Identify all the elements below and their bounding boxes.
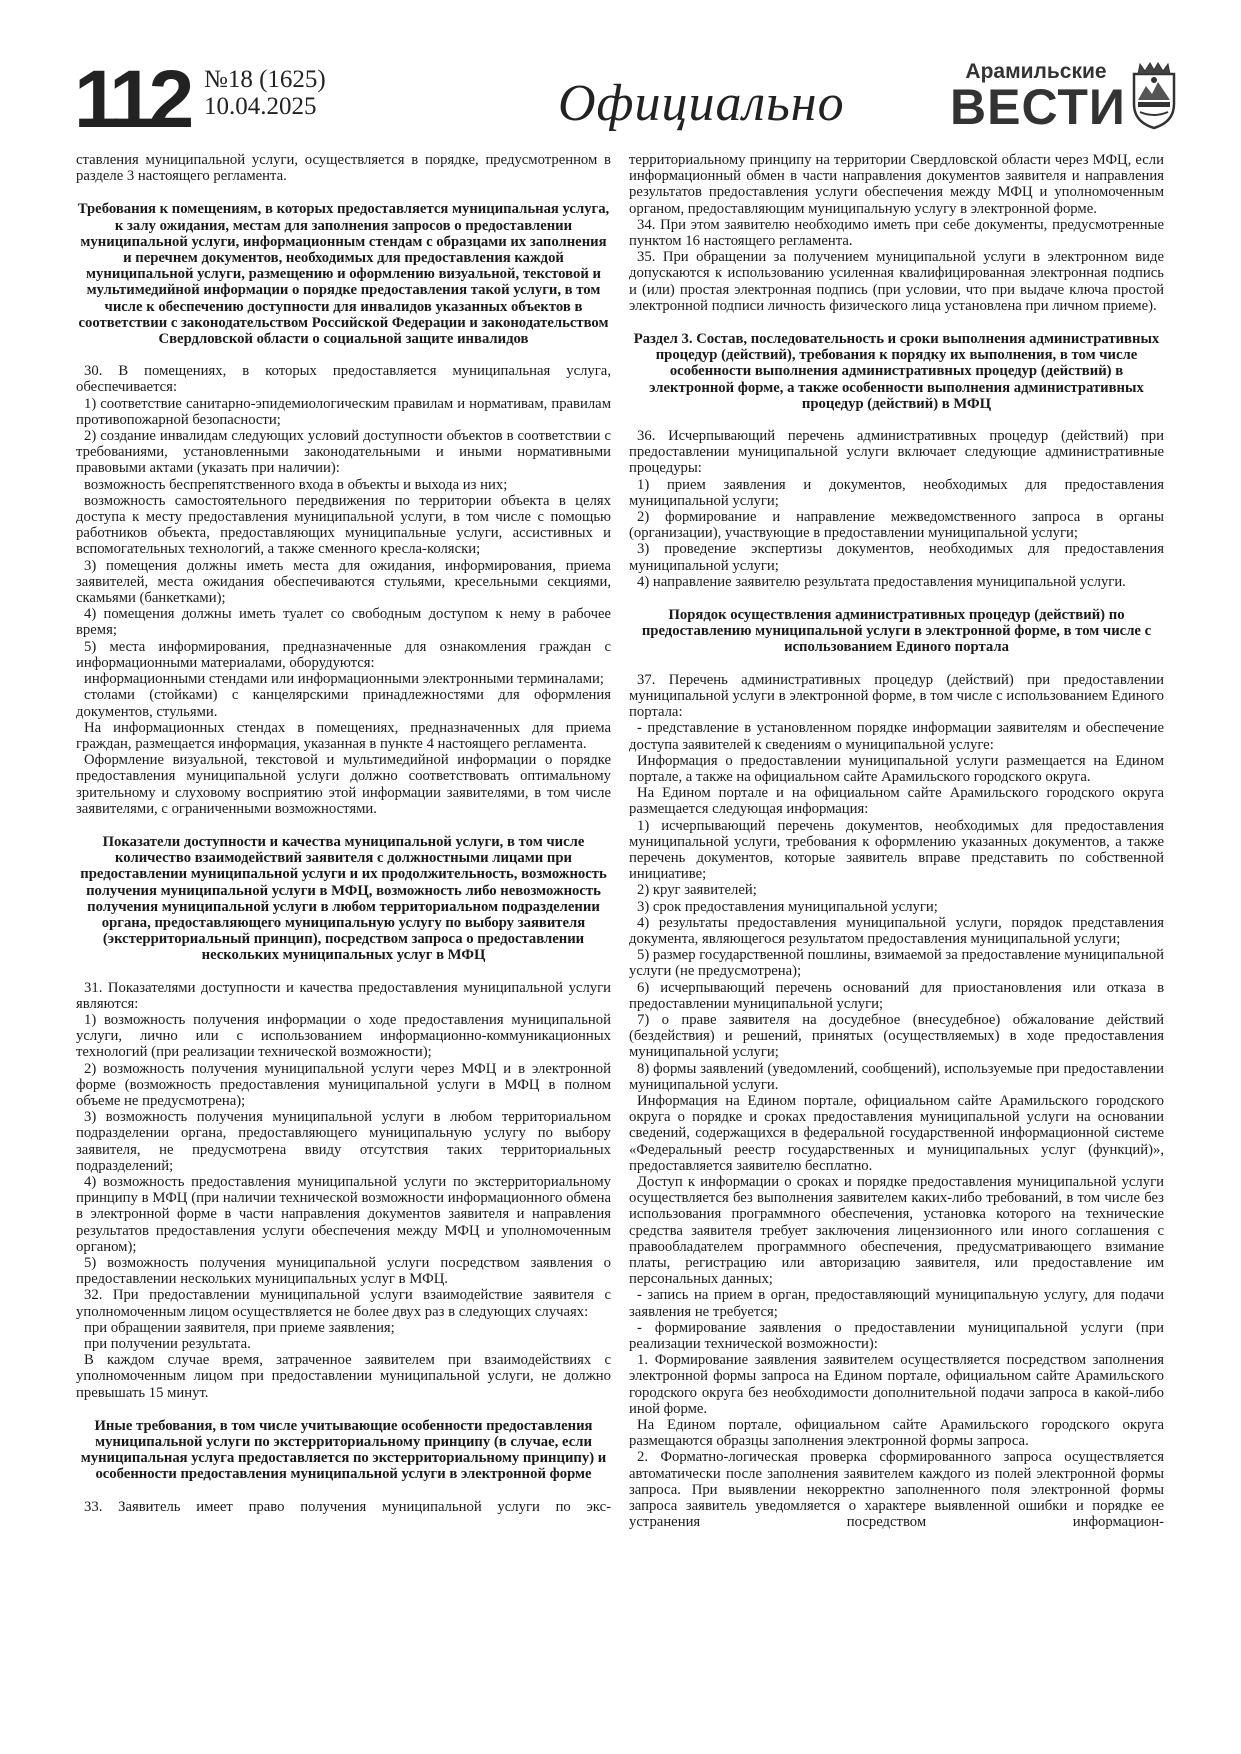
paragraph: Информация на Едином портале, официальном сайте Арамильского городского округа о порядке и сроках предоставления муниципальной услуги на основании сведений, содержащихся в федеральной государственной информационной системе «Федеральный реестр государственных и муниципальных услуг (функций)», предоставляется заявителю бесплатно. <box>629 1092 1164 1174</box>
paragraph: Информация о предоставлении муниципальной услуги размещается на Едином портале, а также на официальном сайте Арамильского городского округа. <box>629 752 1164 785</box>
issue-date: 10.04.2025 <box>204 93 317 120</box>
paragraph: 31. Показателями доступности и качества предоставления муниципальной услуги являются: <box>76 979 611 1012</box>
paragraph: 2) возможность получения муниципальной услуги через МФЦ и в электронной форме (возможность предоставления муниципальной услуги в МФЦ в полном объеме не предусмотрена); <box>76 1060 611 1109</box>
section-heading: Порядок осуществления административных процедур (действий) по предоставлению муниципальной услуги в электронной форме, в том числе с использованием Единого портала <box>641 607 1152 656</box>
paragraph: 36. Исчерпывающий перечень административных процедур (действий) при предоставлении муниципальной услуги включает следующие административные процедуры: <box>629 428 1164 477</box>
section-heading: Требования к помещениям, в которых предоставляется муниципальная услуга, к залу ожидания, местам для заполнения запросов о предоставлении муниципальной услуги, информационным стендам с образцами их заполнения и перечнем документов, необходимых для предоставления каждой муниципальной услуги, размещению и оформлению визуальной, текстовой и мультимедийной информации о порядке предоставления такой услуги, в том числе к обеспечению доступности для инвалидов указанных объектов в соответствии с законодательством Российской Федерации и законодательством Свердловской области о социальной защите инвалидов <box>77 201 610 348</box>
paragraph: 1) исчерпывающий перечень документов, необходимых для предоставления муниципальной услуги, требования к оформлению указанных документов, а также перечень документов, которые заявитель вправе представить по собственной инициативе; <box>629 817 1164 883</box>
paragraph: 1) прием заявления и документов, необходимых для предоставления муниципальной услуги; <box>629 476 1164 509</box>
section-heading: Раздел 3. Состав, последовательность и сроки выполнения административных процедур (действий), требования к порядку их выполнения, в том числе особенности выполнения административных процедур (действий) в электронной форме, а также особенности выполнения административных процедур (действий) в МФЦ <box>633 331 1160 412</box>
paragraph: 2) круг заявителей; <box>637 882 757 899</box>
logo-top-text: Арамильские <box>965 60 1107 83</box>
issue-info <box>204 66 326 120</box>
paragraph: На Едином портале, официальном сайте Арамильского городского округа размещаются образцы заполнения электронной формы запроса. <box>629 1417 1164 1450</box>
paragraph: информационными стендами или информационными электронными терминалами; <box>84 671 604 688</box>
paragraph: - запись на прием в орган, предоставляющий муниципальную услугу, для подачи заявления не требуется; <box>629 1287 1164 1320</box>
right-column <box>629 152 1164 1530</box>
paragraph: 1) возможность получения информации о ходе предоставления муниципальной услуги, лично или с использованием информационно-коммуникационных технологий (при реализации технической возможности); <box>76 1011 611 1061</box>
paragraph: - представление в установленном порядке информации заявителям и обеспечение доступа заявителей к сведениям о муниципальной услуге: <box>629 720 1164 753</box>
section-heading: Иные требования, в том числе учитывающие особенности предоставления муниципальной услуги по экстерриториальному принципу (в случае, если муниципальная услуга предоставляется по экстерриториальному принципу) и особенности предоставления муниципальной услуги в электронной форме <box>80 1417 607 1483</box>
paragraph: возможность самостоятельного передвижения по территории объекта в целях доступа к месту предоставления муниципальной услуги, в том числе с помощью работников объекта, предоставляющих муниципальные услуги, ассистивных и вспомогательных технологий, а также сменного кресла-коляски; <box>76 492 611 558</box>
newspaper-logo <box>950 60 1182 134</box>
page-header <box>74 54 1184 145</box>
paragraph: 2. Форматно-логическая проверка сформированного запроса осуществляется автоматически после заполнения заявителем каждого из полей электронной формы запроса. При выявлении некорректно заполненного поля электронной формы запроса заявитель уведомляется о характере выявленной ошибки и порядке ее устранения посредством информацион- <box>629 1449 1164 1531</box>
paragraph: 5) возможность получения муниципальной услуги посредством заявления о предоставлении нескольких муниципальных услуг в МФЦ. <box>76 1255 611 1288</box>
paragraph: при получении результата. <box>84 1336 251 1353</box>
paragraph: На информационных стендах в помещениях, предназначенных для приема граждан, размещается информация, указанная в пункте 4 настоящего регламента. <box>76 719 611 752</box>
paragraph: 35. При обращении за получением муниципальной услуги в электронном виде допускаются к использованию усиленная квалифицированная электронная подпись и (или) простая электронная подпись (при условии, что при выдаче ключа простой электронной подписи личность физического лица установлена при личном приеме). <box>629 249 1164 314</box>
paragraph: 33. Заявитель имеет право получения муниципальной услуги по экс- <box>84 1498 611 1515</box>
paragraph: 32. При предоставлении муниципальной услуги взаимодействие заявителя с уполномоченным лицом осуществляется не более двух раз в следующих случаях: <box>76 1287 611 1320</box>
paragraph: при обращении заявителя, при приеме заявления; <box>84 1319 395 1336</box>
section-title: Официально <box>558 75 845 132</box>
paragraph: 3) проведение экспертизы документов, необходимых для предоставления муниципальной услуги; <box>629 541 1164 574</box>
paragraph: 1. Формирование заявления заявителем осуществляется посредством заполнения электронной формы запроса на Едином портале, официальном сайте Арамильского городского округа без необходимости дополнительной подачи запроса в какой-либо иной форме. <box>629 1352 1164 1417</box>
section-heading: Показатели доступности и качества муниципальной услуги, в том числе количество взаимодействий заявителя с должностными лицами при предоставлении муниципальной услуги и их продолжительность, возможность получения муниципальной услуги в МФЦ, возможность либо невозможность получения муниципальной услуги в любом территориальном подразделении органа, предоставляющего муниципальную услугу по выбору заявителя (экстерриториальный принцип), посредством запроса о предоставлении нескольких муниципальных услуг в МФЦ <box>80 833 607 964</box>
paragraph: 8) формы заявлений (уведомлений, сообщений), используемые при предоставлении муниципальной услуги. <box>629 1060 1164 1093</box>
paragraph: 6) исчерпывающий перечень оснований для приостановления или отказа в предоставлении муниципальной услуги; <box>629 979 1164 1012</box>
paragraph: возможность беспрепятственного входа в объекты и выхода из них; <box>84 476 508 493</box>
paragraph: столами (стойками) с канцелярскими принадлежностями для оформления документов, стульями. <box>76 687 611 720</box>
paragraph: 4) направление заявителю результата предоставления муниципальной услуги. <box>637 573 1126 590</box>
paragraph: 2) создание инвалидам следующих условий доступности объектов в соответствии с требованиями, установленными законодательными и иными нормативными правовыми актами (указать при наличии): <box>76 428 611 477</box>
paragraph: 34. При этом заявителю необходимо иметь при себе документы, предусмотренные пунктом 16 настоящего регламента. <box>629 216 1164 250</box>
crest-icon <box>1128 60 1180 130</box>
paragraph: 3) возможность получения муниципальной услуги в любом территориальном подразделении органа, предоставляющего муниципальную услугу по выбору заявителя, не предусмотрена ввиду отсутствия таких территориальных подразделений; <box>76 1109 611 1174</box>
paragraph: - формирование заявления о предоставлении муниципальной услуги (при реализации технической возможности): <box>629 1319 1164 1353</box>
paragraph: Доступ к информации о сроках и порядке предоставления муниципальной услуги осуществляется без выполнения заявителем каких-либо требований, в том числе без использования программного обеспечения, установка которого на технические средства заявителя требует заключения лицензионного или иного соглашения с правообладателем программного обеспечения, предусматривающего взимание платы, регистрацию или авторизацию заявителя, или предоставление им персональных данных; <box>629 1173 1164 1288</box>
paragraph: территориальному принципу на территории Свердловской области через МФЦ, если информационный обмен в части направления документов заявителя и направления результатов предоставления услуги обеспечения между МФЦ и уполномоченным органом, предоставляющим муниципальную услугу в электронной форме. <box>629 152 1164 217</box>
page-number: 112 <box>74 54 189 145</box>
issue-number: №18 (1625) <box>204 66 326 93</box>
paragraph: ставления муниципальной услуги, осуществляется в порядке, предусмотренном в разделе 3 настоящего регламента. <box>76 152 611 185</box>
left-column <box>76 152 611 1515</box>
paragraph: В каждом случае время, затраченное заявителем при взаимодействиях с уполномоченным лицом при предоставлении муниципальной услуги, не должно превышать 15 минут. <box>76 1352 611 1401</box>
paragraph: 30. В помещениях, в которых предоставляется муниципальная услуга, обеспечивается: <box>76 363 611 396</box>
paragraph: 7) о праве заявителя на досудебное (внесудебное) обжалование действий (бездействия) и решений, принятых (осуществляемых) в ходе предоставления муниципальной услуги; <box>629 1011 1164 1061</box>
logo-main-text: ВЕСТИ <box>950 79 1126 135</box>
paragraph: Оформление визуальной, текстовой и мультимедийной информации о порядке предоставления муниципальной услуги должно соответствовать оптимальному зрительному и слуховому восприятию этой информации заявителями, в том числе заявителями, с ограниченными возможностями. <box>76 752 611 817</box>
paragraph: 5) места информирования, предназначенные для ознакомления граждан с информационными материалами, оборудуются: <box>76 638 611 671</box>
paragraph: 4) возможность предоставления муниципальной услуги по экстерриториальному принципу в МФЦ (при наличии технической возможности информационного обмена в электронной форме в части направления документов заявителя и направления результатов предоставления услуги обеспечения между МФЦ и уполномоченным органом); <box>76 1173 611 1255</box>
paragraph: 37. Перечень административных процедур (действий) при предоставлении муниципальной услуги в электронной форме, в том числе с использованием Единого портала: <box>629 671 1164 721</box>
paragraph: 5) размер государственной пошлины, взимаемой за предоставление муниципальной услуги (не предусмотрена); <box>629 947 1164 980</box>
paragraph: 3) срок предоставления муниципальной услуги; <box>637 898 938 915</box>
paragraph: 1) соответствие санитарно-эпидемиологическим правилам и нормативам, правилам противопожарной безопасности; <box>76 395 611 428</box>
paragraph: 3) помещения должны иметь места для ожидания, информирования, приема заявителей, места ожидания обеспечиваются стульями, кресельными секциями, скамьями (банкетками); <box>76 557 611 607</box>
paragraph: 4) помещения должны иметь туалет со свободным доступом к нему в рабочее время; <box>76 606 611 639</box>
paragraph: 2) формирование и направление межведомственного запроса в органы (организации), участвующие в предоставлении муниципальной услуги; <box>629 509 1164 542</box>
paragraph: На Едином портале и на официальном сайте Арамильского городского округа размещается следующая информация: <box>629 785 1164 818</box>
paragraph: 4) результаты предоставления муниципальной услуги, порядок представления документа, являющегося результатом предоставления муниципальной услуги; <box>629 914 1164 947</box>
